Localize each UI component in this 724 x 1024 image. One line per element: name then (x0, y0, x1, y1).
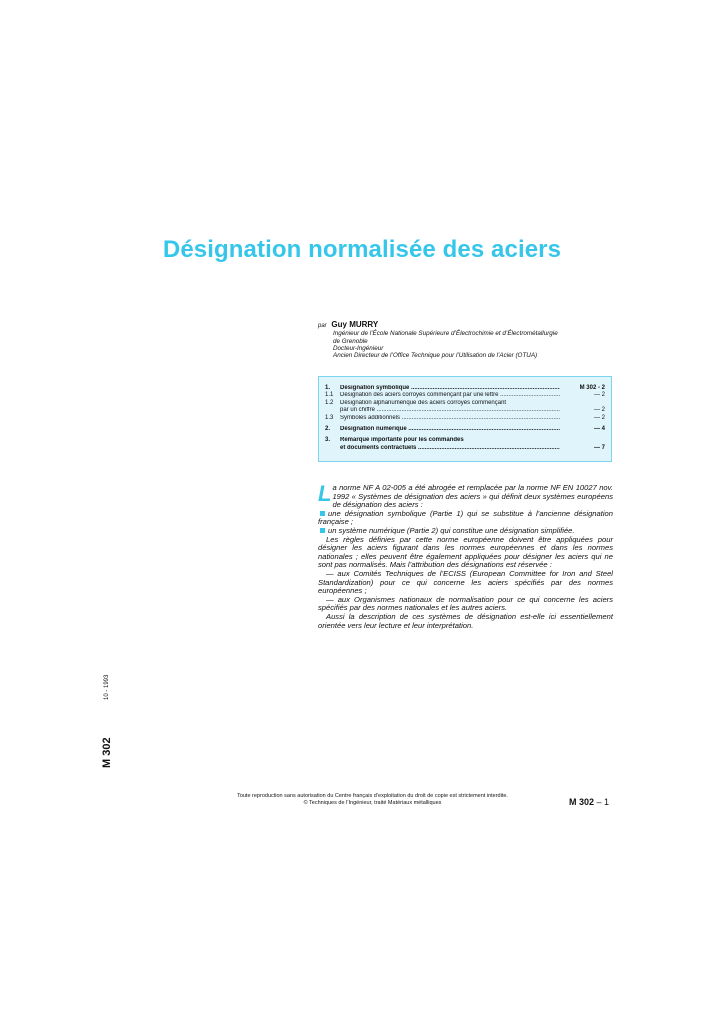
page-code: M 302 (569, 797, 595, 807)
table-of-contents (318, 376, 612, 462)
toc-number: 3. (325, 437, 331, 444)
toc-entry[interactable] (319, 400, 611, 407)
bullet-text: une désignation symbolique (Partie 1) qui se substitue à l’ancienne désignation française ; (318, 508, 613, 527)
intro-bullet (318, 510, 613, 527)
drop-cap: L (318, 481, 332, 506)
intro-paragraph (318, 481, 613, 510)
author-affiliation: Ancien Directeur de l’Office Technique pour l’Utilisation de l’Acier (OTUA) (333, 352, 538, 360)
toc-text: Remarque importante pour les commandes (340, 437, 464, 444)
square-bullet-icon (320, 528, 325, 533)
footer-line: © Techniques de l’Ingénieur, traité Matériaux métalliques (303, 799, 442, 806)
introduction (318, 481, 613, 630)
toc-page: — 4 (593, 425, 605, 432)
page-number (569, 797, 609, 807)
toc-text: Désignation symbolique ..... (340, 385, 560, 392)
author-affiliation: Docteur-Ingénieur (333, 344, 384, 352)
toc-text: et documents contractuels ..... (340, 445, 560, 452)
toc-number: 1.3 (325, 414, 334, 421)
page-num: – 1 (594, 797, 610, 807)
intro-text: a norme NF A 02-005 a été abrogée et remplacée par la norme NF EN 10027 nov. 1992 « Systèmes de désignation des aciers » qui définit deux systèmes européens de désignation des aciers : (332, 483, 613, 510)
author-name: Guy MURRY (331, 320, 379, 329)
footer-line: Toute reproduction sans autorisation du Centre français d’exploitation du droit de copie est strictement interdite. (237, 793, 508, 799)
toc-entry[interactable] (319, 392, 611, 399)
author-affiliation: de Grenoble (333, 337, 368, 345)
author-block (318, 321, 558, 359)
toc-entry[interactable] (319, 445, 611, 452)
side-document-date: 10 - 1993 (104, 674, 110, 700)
toc-number: 1. (325, 385, 331, 391)
intro-paragraph: — aux Organismes nationaux de normalisation pour ce qui concerne les aciers spécifiés par des normes nationales et les autres aciers. (318, 594, 613, 613)
toc-entry[interactable] (319, 437, 611, 444)
toc-page: — 2 (593, 407, 605, 414)
toc-page: — 7 (593, 444, 605, 451)
toc-page: — 2 (593, 414, 605, 421)
toc-entry[interactable] (319, 426, 611, 433)
copyright-footer (200, 793, 545, 806)
intro-paragraph: Aussi la description de ces systèmes de désignation est-elle ici essentiellement orientée vers leur lecture et leur interprétation. (318, 611, 613, 630)
square-bullet-icon (320, 511, 325, 516)
toc-text: Désignation alphanumérique des aciers corroyés commençant (340, 399, 507, 406)
intro-paragraph: Les règles définies par cette norme européenne doivent être appliquées pour désigner les aciers figurant dans les normes européennes et dans les normes nationales ; elles peuvent être également appliquées pour désigner les aciers qui ne sont pas normalisés. Mais l’attribution des désignations est réservée : (318, 534, 613, 570)
toc-text: par un chiffre ..... (340, 407, 560, 414)
toc-page: — 2 (593, 392, 605, 399)
toc-text: Désignation numérique ..... (340, 426, 560, 433)
toc-page: M 302 - 2 (579, 385, 605, 391)
toc-number: 1.1 (325, 392, 334, 399)
toc-entry[interactable] (319, 415, 611, 422)
intro-paragraph: — aux Comités Techniques de l’ECISS (European Committee for Iron and Steel Standardization) pour ce qui concerne les aciers spécifiés par des normes européennes ; (318, 568, 613, 596)
toc-number: 1.2 (325, 399, 334, 406)
document-title: Désignation normalisée des aciers (162, 236, 562, 263)
author-affiliation: Ingénieur de l’École Nationale Supérieure d’Électrochimie et d’Électrométallurgie (333, 330, 558, 338)
toc-entry[interactable] (319, 385, 611, 392)
toc-text: Symboles additionnels ..... (340, 415, 560, 422)
toc-text: Désignation des aciers corroyés commençant par une lettre ..... (340, 392, 560, 399)
author-prefix: par (318, 323, 327, 329)
toc-entry[interactable] (319, 407, 611, 414)
bullet-text: un système numérique (Partie 2) qui constitue une désignation simplifiée. (328, 525, 575, 535)
side-document-code: M 302 (101, 737, 113, 768)
toc-number: 2. (325, 425, 331, 432)
